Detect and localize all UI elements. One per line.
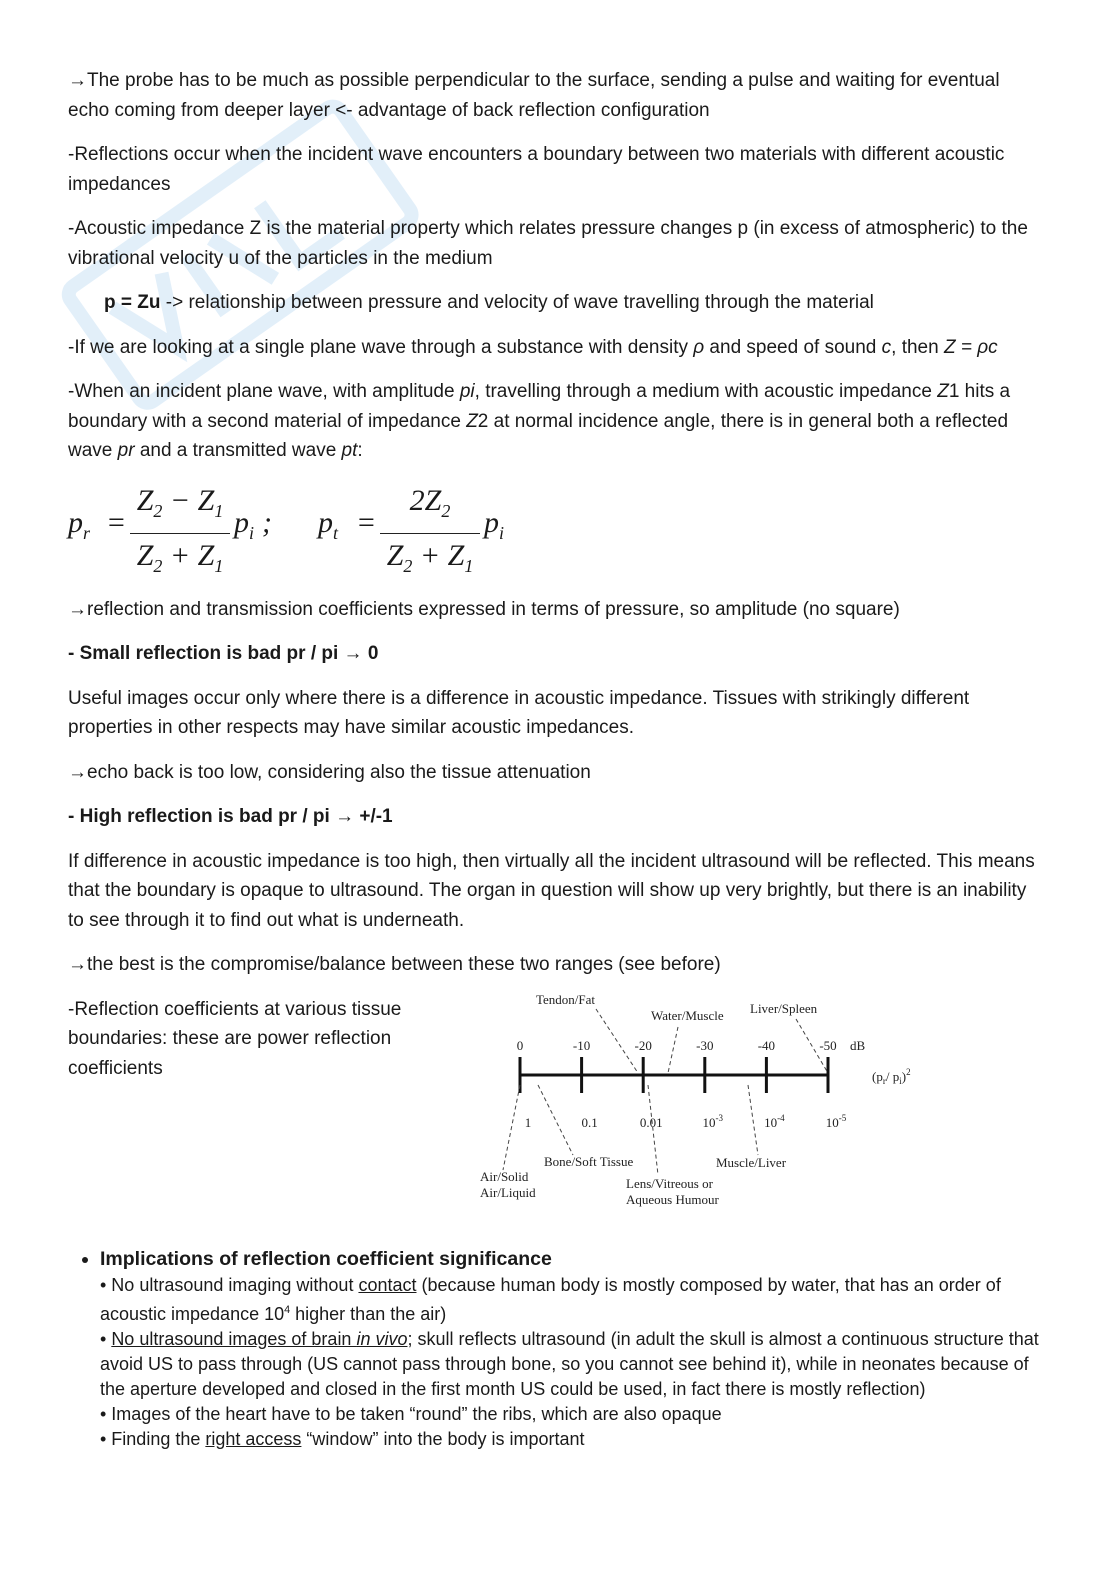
paragraph-incident-wave	[68, 377, 1043, 466]
scale-db-label: 0	[516, 1037, 524, 1053]
formula-eq2: =	[356, 505, 377, 539]
formula-fraction-reflect: $Z_2 - Z_1$ $Z_2 + Z_1$	[130, 481, 230, 586]
scale-coef-label: 0.1	[581, 1114, 598, 1130]
text: , then	[891, 336, 944, 358]
formula-pi2: $p_i$	[484, 505, 505, 543]
implications-list	[68, 1245, 1043, 1273]
text: 2 at normal incidence angle, there is in general both a reflected wave	[68, 410, 1009, 461]
reflection-scale-diagram	[478, 977, 948, 1207]
z2-symbol: Z	[466, 410, 478, 432]
scale-coef-label: 1	[524, 1114, 532, 1130]
label-tendon-fat: Tendon/Fat	[536, 991, 596, 1007]
leader-lines	[503, 1009, 828, 1175]
pi-symbol: pi	[459, 381, 475, 402]
implication-contact: • No ultrasound imaging without contact (because human body is mostly composed by water, that has an order of acoustic impedance $10^4$ higher than the air)	[100, 1274, 1001, 1324]
z-equation: Z = ρc	[943, 336, 998, 358]
paragraph-probe: →The probe has to be much as possible perpendicular to the surface, sending a pulse and waiting for eventual echo coming from deeper layer <- advantage of back reflection configuration	[68, 70, 1000, 121]
text: and speed of sound	[704, 336, 882, 358]
heading-small-reflection: - Small reflection is bad pr / pi → 0	[68, 643, 379, 664]
paragraph-reflections: -Reflections occur when the incident wave encounters a boundary between two materials with different acoustic impedances	[68, 144, 1005, 195]
text: -If we are looking at a single plane wave through a substance with density	[68, 336, 694, 358]
label-bone-soft-tissue: Bone/Soft Tissue	[544, 1153, 634, 1169]
pr-symbol: pr	[117, 440, 135, 461]
equation-desc: -> relationship between pressure and velocity of wave travelling through the material	[160, 292, 874, 313]
scale-db-label: -50	[819, 1037, 837, 1053]
label-air-liquid: Air/Liquid	[480, 1184, 536, 1200]
implication-heart: • Images of the heart have to be taken “round” the ribs, which are also opaque	[100, 1403, 722, 1424]
formula-semicolon: ;	[262, 505, 272, 539]
pt-symbol: pt	[341, 440, 358, 461]
paragraph-equation	[68, 288, 1043, 318]
heading-high-reflection: - High reflection is bad pr / pi → +/-1	[68, 806, 393, 827]
scale-db-label: -40	[757, 1037, 776, 1053]
text: :	[357, 440, 363, 461]
label-aqueous-humour: Aqueous Humour	[626, 1191, 719, 1207]
implication-window: • Finding the right access “window” into the body is important	[100, 1428, 585, 1449]
label-lens-vitreous: Lens/Vitreous or	[626, 1175, 713, 1191]
formula-fraction-transmit: $2Z_2$ $Z_2 + Z_1$	[380, 481, 480, 586]
equation-pzu: p = Zu	[104, 292, 161, 313]
paragraph-compromise: →the best is the compromise/balance between these two ranges (see before)	[68, 954, 721, 975]
paragraph-echo-low: →echo back is too low, considering also the tissue attenuation	[68, 761, 591, 783]
formula-pi1: $p_i$	[234, 505, 255, 543]
label-water-muscle: Water/Muscle	[651, 1007, 724, 1023]
paragraph-coefficients: →reflection and transmission coefficients expressed in terms of pressure, so amplitude (no square)	[68, 598, 900, 620]
scale-coef-label: $10^{-3}$	[702, 1112, 724, 1130]
scale-axis-label: ($p_r/$ $p_i)^2$	[872, 1066, 911, 1086]
label-air-solid: Air/Solid	[480, 1168, 529, 1184]
text: -When an incident plane wave, with amplitude	[68, 381, 460, 402]
z1-symbol: Z	[937, 381, 949, 402]
paragraph-impedance: -Acoustic impedance Z is the material property which relates pressure changes p (in excess of atmospheric) to the vibrational velocity u of the particles in the medium	[68, 218, 1028, 269]
scale-coef-label: $10^{-5}$	[825, 1112, 847, 1130]
scale-db-label: -20	[634, 1037, 652, 1053]
scale-db-label: -30	[696, 1037, 714, 1053]
paragraph-high-difference: If difference in acoustic impedance is too high, then virtually all the incident ultrasound will be reflected. This means that the boundary is opaque to ultrasound. The organ in question will show up very brightly, but there is an inability to see through it to find out what is underneath.	[68, 850, 1035, 931]
document-page	[68, 66, 1043, 1452]
scale-db-label: -10	[572, 1037, 591, 1053]
implications-items	[100, 1273, 1043, 1452]
implications-title: • Implications of reflection coefficient significance	[100, 1245, 1043, 1273]
reflection-scale-figure	[68, 991, 1043, 1225]
paragraph-reflection-coefficients: -Reflection coefficients at various tissue boundaries: these are power reflection coefficients	[68, 998, 402, 1079]
paragraph-useful-images: Useful images occur only where there is a difference in acoustic impedance. Tissues with strikingly different properties in other respects may have similar acoustic impedances.	[68, 687, 970, 738]
paragraph-plane-wave	[68, 333, 1043, 363]
text: 1 hits a boundary with a second material of impedance	[68, 381, 1011, 432]
scale-db-unit: dB	[850, 1037, 866, 1053]
implication-brain: • No ultrasound images of brain in vivo; skull reflects ultrasound (in adult the skull is almost a continuous structure that avoid US to pass through (US cannot pass through bone, so you cannot see behind it), while in neonates because of the aperture developed and closed in the first month US could be used, in fact there is mostly reflection)	[100, 1328, 1039, 1399]
formula-eq1: =	[106, 505, 127, 539]
scale-coef-label: $10^{-4}$	[764, 1112, 785, 1130]
label-liver-spleen: Liver/Spleen	[750, 1000, 818, 1016]
formula-pt: $p_t$	[318, 505, 339, 543]
rho-symbol: ρ	[693, 336, 705, 358]
reflection-transmission-formula	[68, 481, 1043, 581]
c-symbol: c	[881, 336, 892, 358]
formula-pr: $p_r$	[68, 505, 91, 543]
scale-coef-label: 0.01	[639, 1114, 663, 1130]
label-muscle-liver: Muscle/Liver	[716, 1154, 787, 1170]
text: and a transmitted wave	[134, 440, 342, 461]
text: , travelling through a medium with acoustic impedance	[474, 381, 938, 402]
